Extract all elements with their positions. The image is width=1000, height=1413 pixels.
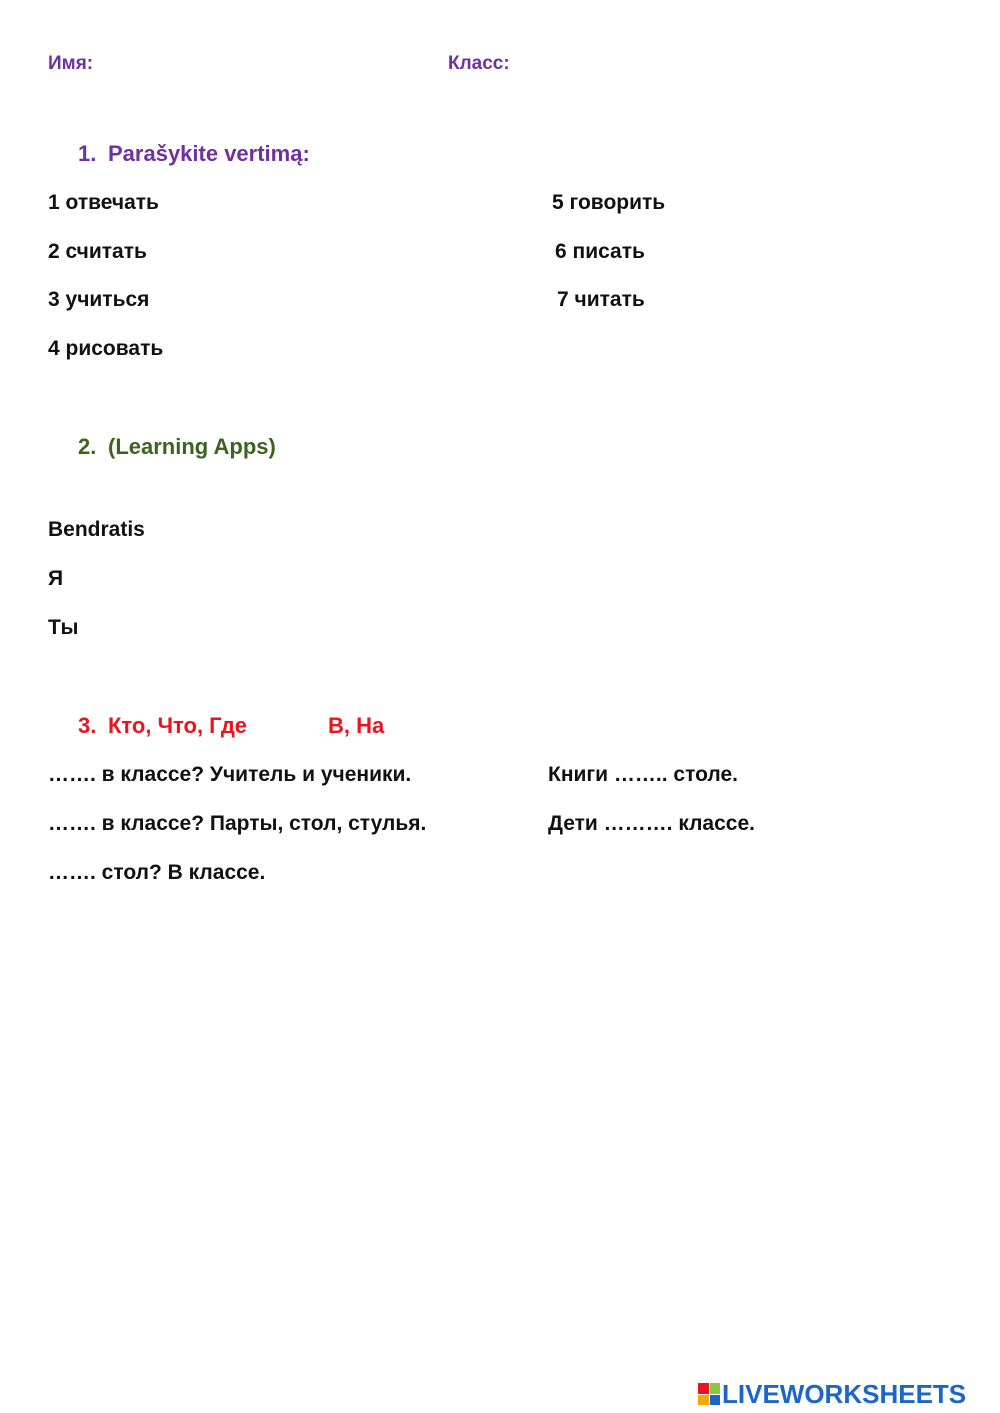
list-item: Bendratis	[48, 518, 145, 541]
logo-square	[710, 1383, 721, 1394]
section-1-number: 1.	[78, 141, 97, 166]
section-2-number: 2.	[78, 434, 97, 459]
section-2-heading	[78, 436, 276, 458]
list-item: Я	[48, 567, 64, 590]
logo-text: LIVEWORKSHEETS	[722, 1378, 967, 1409]
vocab-item: 3 учиться	[48, 288, 150, 311]
exercise-sentence: ……. стол? В классе.	[48, 861, 266, 884]
vocab-item: 2 считать	[48, 240, 147, 263]
section-3-heading	[78, 715, 247, 737]
name-label: Имя:	[48, 53, 94, 74]
section-2-title: (Learning Apps)	[108, 434, 276, 459]
exercise-sentence: Дети ………. классе.	[548, 812, 755, 835]
vocab-item: 1 отвечать	[48, 191, 159, 214]
section-3-number: 3.	[78, 713, 97, 738]
vocab-item: 7 читать	[557, 288, 645, 311]
section-3-title-extra: В, На	[328, 713, 385, 738]
list-item: Ты	[48, 616, 79, 639]
section-1-heading	[78, 143, 310, 165]
exercise-sentence: Книги …….. столе.	[548, 763, 738, 786]
logo-square	[698, 1395, 709, 1406]
logo-square	[710, 1395, 721, 1406]
vocab-item: 4 рисовать	[48, 337, 164, 360]
vocab-item: 5 говорить	[552, 191, 666, 214]
logo-grid-icon	[698, 1383, 720, 1405]
class-label: Класс:	[448, 53, 510, 74]
logo-square	[698, 1383, 709, 1394]
exercise-sentence: ……. в классе? Учитель и ученики.	[48, 763, 412, 786]
section-3-title: Кто, Что, Где	[108, 713, 248, 738]
liveworksheets-logo	[698, 1378, 967, 1409]
vocab-item: 6 писать	[555, 240, 645, 263]
section-1-title: Parašykite vertimą:	[108, 141, 310, 166]
exercise-sentence: ……. в классе? Парты, стол, стулья.	[48, 812, 427, 835]
